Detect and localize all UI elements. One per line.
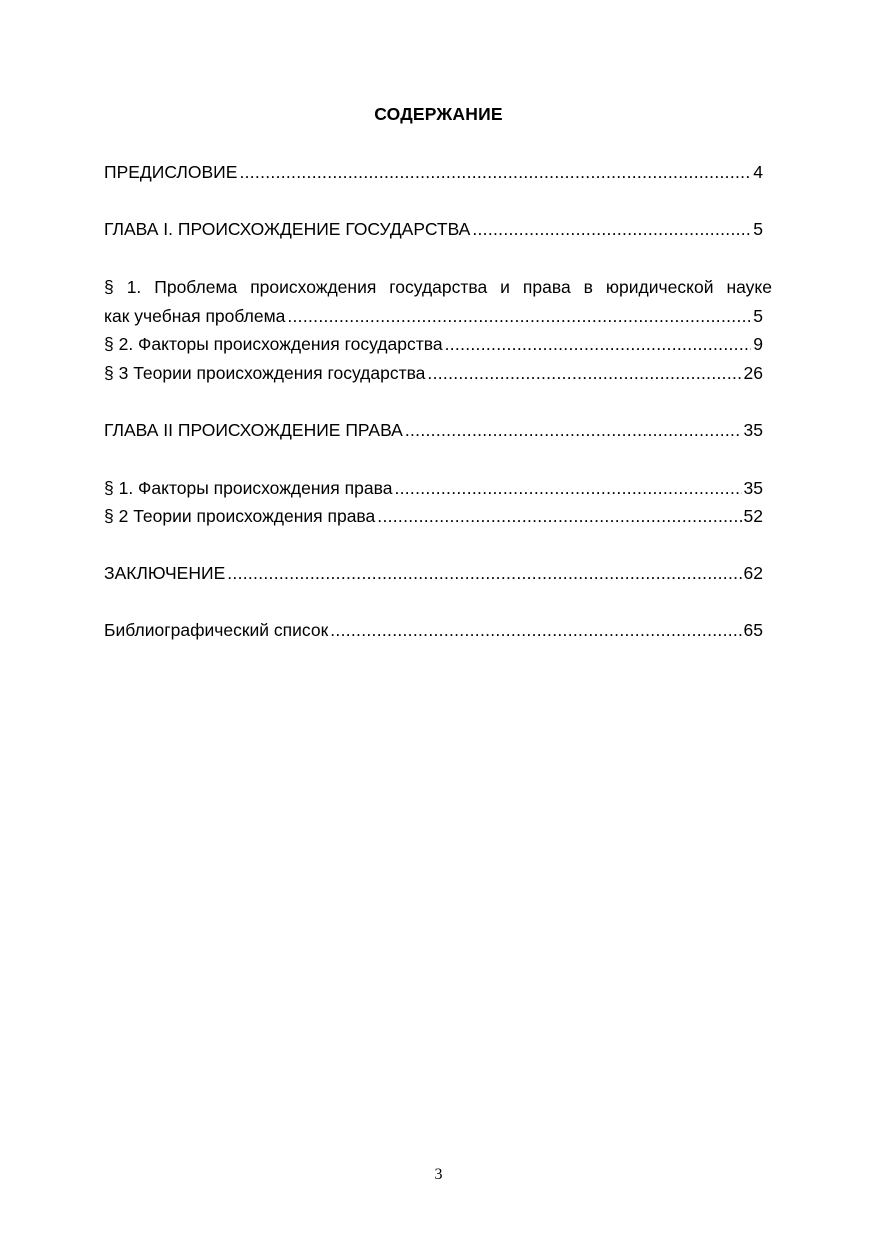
toc-entry-page: 65 <box>743 620 763 640</box>
toc-entry-page: 35 <box>743 420 763 440</box>
toc-dot-leader <box>405 418 742 442</box>
toc-entry-label: как учебная проблема <box>104 306 286 326</box>
toc-entry-ch1-sec3[interactable] <box>104 361 763 385</box>
toc-dot-leader <box>394 476 741 500</box>
toc-dot-leader <box>227 561 741 585</box>
toc-entry-label: § 2. Факторы происхождения государства <box>104 334 443 354</box>
toc-entry-label: § 3 Теории происхождения государства <box>104 363 426 383</box>
toc-entry-ch1-sec1[interactable] <box>104 304 763 328</box>
toc-entry-page: 5 <box>753 219 763 239</box>
toc-dot-leader <box>377 504 741 528</box>
toc-entry-page: 35 <box>743 478 763 498</box>
toc-entry-ch2-sec2[interactable] <box>104 504 763 528</box>
toc-entry-page: 26 <box>743 363 763 383</box>
page-title: СОДЕРЖАНИЕ <box>374 104 503 124</box>
toc-entry-bibliography[interactable] <box>104 618 763 642</box>
toc-dot-leader <box>445 332 752 356</box>
toc-entry-page: 5 <box>753 306 763 326</box>
toc-dot-leader <box>239 160 751 184</box>
toc-entry-label: § 2 Теории происхождения права <box>104 506 376 526</box>
toc-entry-ch2-sec1[interactable] <box>104 476 763 500</box>
page-number: 3 <box>434 1166 443 1183</box>
toc-entry-label: § 1. Факторы происхождения права <box>104 478 393 498</box>
toc-dot-leader <box>427 361 741 385</box>
toc-entry-page: 9 <box>753 334 763 354</box>
toc-entry-page: 52 <box>743 506 763 526</box>
toc-entry-page: 62 <box>743 563 763 583</box>
toc-entry-page: 4 <box>753 162 763 182</box>
toc-entry-label: ЗАКЛЮЧЕНИЕ <box>104 563 226 583</box>
toc-dot-leader <box>287 304 751 328</box>
toc-entry-label: ГЛАВА II ПРОИСХОЖДЕНИЕ ПРАВА <box>104 420 403 440</box>
toc-dot-leader <box>330 618 741 642</box>
toc-entry-conclusion[interactable] <box>104 561 763 585</box>
toc-entry-label: ГЛАВА I. ПРОИСХОЖДЕНИЕ ГОСУДАРСТВА <box>104 219 471 239</box>
toc-entry-chapter-2[interactable] <box>104 418 763 442</box>
toc-entry-label: Библиографический список <box>104 620 329 640</box>
toc-dot-leader <box>472 217 751 241</box>
toc-entry-ch1-sec1-first-line[interactable]: § 1. Проблема происхождения государства и права в юридической науке <box>104 277 772 297</box>
toc-entry-ch1-sec2[interactable] <box>104 332 763 356</box>
toc-entry-label: ПРЕДИСЛОВИЕ <box>104 162 238 182</box>
toc-entry-preface[interactable] <box>104 160 763 184</box>
toc-entry-chapter-1[interactable] <box>104 217 763 241</box>
